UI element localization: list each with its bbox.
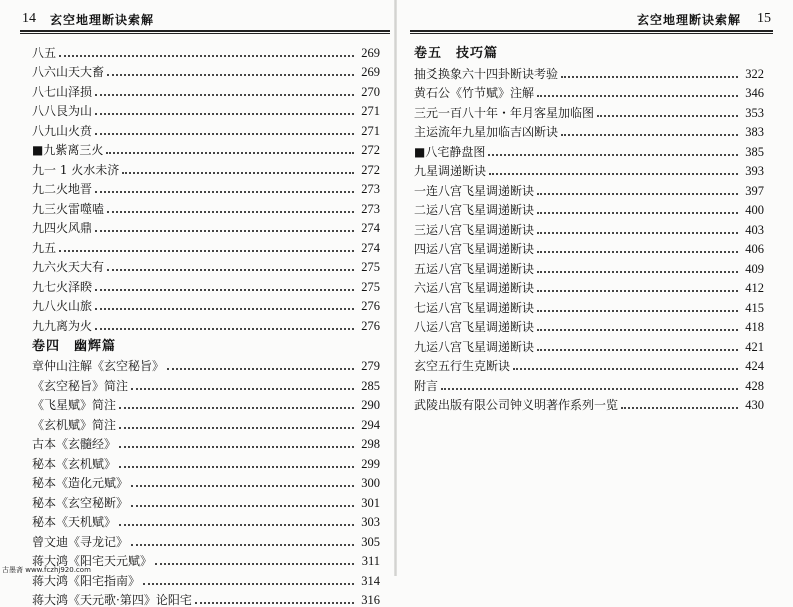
toc-entry-title: 五运八宫飞星调递断诀 [414, 262, 534, 276]
dot-leader [95, 328, 354, 330]
toc-entry-title: 八九山火贲 [32, 124, 92, 138]
toc-entry-page: 303 [358, 515, 380, 529]
toc-entry-title: 《玄机赋》简注 [32, 418, 116, 432]
dot-leader [537, 271, 738, 273]
toc-entry-page: 298 [358, 437, 380, 451]
toc-entry-page: 301 [358, 496, 380, 510]
toc-entry [414, 198, 764, 218]
toc-entry-title: 九二火地晋 [32, 182, 92, 196]
dot-leader [107, 74, 354, 76]
toc-entry [32, 79, 380, 99]
toc-entry [32, 294, 380, 314]
toc-entry [32, 60, 380, 80]
toc-entry [32, 118, 380, 138]
dot-leader [195, 602, 354, 604]
dot-leader [95, 113, 354, 115]
watermark-footer: 古墨斋 www.fczhj920.com [2, 565, 91, 575]
toc-entry-title: 六运八宫飞星调递断诀 [414, 281, 534, 295]
toc-entry-page: 397 [742, 184, 764, 198]
toc-entry-title: 九五 [32, 241, 56, 255]
running-title: 玄空地理断诀索解 [637, 11, 741, 28]
toc-entry-page: 276 [358, 319, 380, 333]
toc-entry-title: 秘本《玄机赋》 [32, 457, 116, 471]
dot-leader [488, 154, 738, 156]
toc-entry [32, 235, 380, 255]
header-rule [410, 30, 773, 34]
toc-entry-title: 九七火泽睽 [32, 280, 92, 294]
toc-entry-page: 316 [358, 593, 380, 607]
toc-entry [414, 315, 764, 335]
dot-leader [119, 524, 354, 526]
dot-leader [537, 310, 738, 312]
dot-leader [106, 152, 354, 154]
toc-entry-page: 428 [742, 379, 764, 393]
dot-leader [119, 466, 354, 468]
toc-entry [32, 529, 380, 549]
toc-entry [32, 216, 380, 236]
dot-leader [95, 94, 354, 96]
toc-entry-title: 二运八宫飞星调递断诀 [414, 203, 534, 217]
toc-entry [32, 274, 380, 294]
dot-leader [621, 407, 738, 409]
toc-entry-title: 古本《玄髓经》 [32, 437, 116, 451]
dot-leader [143, 583, 354, 585]
dot-leader [155, 563, 354, 565]
header-rule [20, 30, 390, 34]
right-page [396, 0, 793, 576]
toc-entry-title: 秘本《玄空秘断》 [32, 496, 128, 510]
dot-leader [537, 95, 738, 97]
section-label: 卷五 [414, 46, 442, 61]
toc-entry [32, 354, 380, 374]
section-label: 卷四 [32, 339, 60, 354]
toc-entry [32, 138, 380, 158]
toc-entry [414, 256, 764, 276]
toc-entry [32, 412, 380, 432]
toc-entry-title: 黄石公《竹节赋》注解 [414, 86, 534, 100]
dot-leader [537, 251, 738, 253]
toc-entry [414, 276, 764, 296]
toc-entry-page: 274 [358, 221, 380, 235]
toc-entry [32, 177, 380, 197]
toc-entry [414, 81, 764, 101]
dot-leader [131, 505, 354, 507]
toc-entry-page: 424 [742, 359, 764, 373]
toc-entry-page: 273 [358, 182, 380, 196]
toc-entry [32, 157, 380, 177]
page-number: 14 [22, 11, 36, 27]
toc-entry-title: 八五 [32, 46, 56, 60]
section-title [32, 340, 116, 354]
toc-entry-title: 八运八宫飞星调递断诀 [414, 320, 534, 334]
toc-entry [32, 313, 380, 333]
toc-entry-page: 393 [742, 164, 764, 178]
toc-entry-title: 七运八宫飞星调递断诀 [414, 301, 534, 315]
dot-leader [95, 133, 354, 135]
toc-entry [414, 237, 764, 257]
toc-entry-title: 一连八宫飞星调递断诀 [414, 184, 534, 198]
page-number: 15 [757, 11, 771, 27]
toc-entry-title: 《玄空秘旨》简注 [32, 379, 128, 393]
toc-entry-page: 412 [742, 281, 764, 295]
dot-leader [131, 388, 354, 390]
toc-entry-page: 400 [742, 203, 764, 217]
toc-entry-title: 八七山泽损 [32, 85, 92, 99]
toc-entry-page: 415 [742, 301, 764, 315]
toc-entry-title: ■八宅静盘图 [414, 145, 485, 159]
toc-entry [414, 159, 764, 179]
toc-entry-title: 《飞星赋》简注 [32, 398, 116, 412]
toc-entry-title: 蒋大鸿《阳宅指南》 [32, 574, 140, 588]
dot-leader [597, 115, 738, 117]
toc-entry [32, 255, 380, 275]
toc-entry-page: 294 [358, 418, 380, 432]
toc-entry-title: 九三火雷噬嗑 [32, 202, 104, 216]
toc-list [32, 40, 380, 607]
toc-entry-title: 九一 1 火水未济 [32, 163, 119, 177]
section-title [414, 47, 498, 61]
toc-entry-page: 300 [358, 476, 380, 490]
toc-entry-title: 主运流年九星加临吉凶断诀 [414, 125, 558, 139]
section-name: 幽辉篇 [74, 339, 116, 354]
toc-entry [414, 217, 764, 237]
toc-entry-page: 421 [742, 340, 764, 354]
toc-entry-title: 蒋大鸿《天元歌·第四》论阳宅 [32, 593, 192, 607]
dot-leader [131, 544, 354, 546]
toc-entry-page: 385 [742, 145, 764, 159]
dot-leader [95, 308, 354, 310]
toc-entry-title: 武陵出版有限公司钟义明著作系列一览 [414, 398, 618, 412]
dot-leader [537, 212, 738, 214]
toc-entry-title: 三运八宫飞星调递断诀 [414, 223, 534, 237]
toc-entry-title: 附言 [414, 379, 438, 393]
dot-leader [95, 230, 354, 232]
dot-leader [561, 76, 738, 78]
toc-entry [32, 196, 380, 216]
toc-entry [32, 471, 380, 491]
dot-leader [119, 407, 354, 409]
dot-leader [537, 349, 738, 351]
toc-entry-title: 三元一百八十年・年月客星加临图 [414, 106, 594, 120]
dot-leader [537, 329, 738, 331]
toc-entry-page: 403 [742, 223, 764, 237]
toc-entry [414, 178, 764, 198]
toc-entry [32, 588, 380, 607]
toc-entry [414, 334, 764, 354]
toc-entry [414, 373, 764, 393]
toc-entry-title: 九九离为火 [32, 319, 92, 333]
toc-entry-title: 八八艮为山 [32, 104, 92, 118]
toc-entry-title: 玄空五行生克断诀 [414, 359, 510, 373]
dot-leader [537, 193, 738, 195]
toc-entry-page: 322 [742, 67, 764, 81]
toc-entry-title: 曾文迪《寻龙记》 [32, 535, 128, 549]
toc-entry [32, 373, 380, 393]
toc-entry-title: 章仲山注解《玄空秘旨》 [32, 359, 164, 373]
dot-leader [131, 485, 354, 487]
toc-entry-page: 353 [742, 106, 764, 120]
dot-leader [107, 269, 354, 271]
section-heading [32, 333, 380, 354]
dot-leader [119, 446, 354, 448]
toc-entry-page: 272 [358, 163, 380, 177]
toc-entry-title: 八六山天大畜 [32, 65, 104, 79]
toc-entry-page: 275 [358, 260, 380, 274]
dot-leader [95, 191, 354, 193]
toc-list [414, 40, 764, 412]
toc-entry-page: 271 [358, 124, 380, 138]
left-page-header [22, 8, 382, 30]
toc-entry-title: 蒋大鸿《阳宅天元赋》 [32, 554, 152, 568]
toc-entry-title: 抽爻换象六十四卦断诀考验 [414, 67, 558, 81]
toc-entry [32, 451, 380, 471]
dot-leader [167, 368, 354, 370]
dot-leader [122, 172, 354, 174]
dot-leader [537, 290, 738, 292]
dot-leader [107, 211, 354, 213]
dot-leader [119, 427, 354, 429]
toc-entry-title: 九四火风鼎 [32, 221, 92, 235]
toc-entry-page: 279 [358, 359, 380, 373]
toc-entry-page: 314 [358, 574, 380, 588]
toc-entry-title: 秘本《造化元赋》 [32, 476, 128, 490]
toc-entry [32, 432, 380, 452]
toc-entry-page: 271 [358, 104, 380, 118]
dot-leader [513, 368, 738, 370]
toc-entry-page: 430 [742, 398, 764, 412]
toc-entry [414, 61, 764, 81]
running-title: 玄空地理断诀索解 [50, 11, 154, 28]
toc-entry [414, 295, 764, 315]
right-page-header [410, 8, 771, 30]
toc-entry [414, 120, 764, 140]
toc-entry-page: 276 [358, 299, 380, 313]
toc-entry [414, 139, 764, 159]
toc-entry-title: 九星调递断诀 [414, 164, 486, 178]
left-page [0, 0, 396, 576]
toc-entry-page: 269 [358, 65, 380, 79]
toc-entry-page: 383 [742, 125, 764, 139]
section-name: 技巧篇 [456, 46, 498, 61]
toc-entry-page: 346 [742, 86, 764, 100]
toc-entry-page: 272 [358, 143, 380, 157]
toc-entry-title: ■九紫离三火 [32, 143, 103, 157]
toc-entry [414, 393, 764, 413]
toc-entry [414, 100, 764, 120]
dot-leader [561, 134, 738, 136]
toc-entry [32, 40, 380, 60]
dot-leader [537, 232, 738, 234]
toc-entry-page: 299 [358, 457, 380, 471]
toc-entry-page: 418 [742, 320, 764, 334]
toc-entry-title: 秘本《天机赋》 [32, 515, 116, 529]
toc-entry-page: 406 [742, 242, 764, 256]
toc-entry-page: 270 [358, 85, 380, 99]
toc-entry-page: 290 [358, 398, 380, 412]
dot-leader [59, 250, 354, 252]
toc-entry [32, 510, 380, 530]
dot-leader [441, 388, 738, 390]
dot-leader [95, 289, 354, 291]
toc-entry-page: 409 [742, 262, 764, 276]
toc-entry-title: 四运八宫飞星调递断诀 [414, 242, 534, 256]
toc-entry-page: 275 [358, 280, 380, 294]
toc-entry-title: 九八火山旅 [32, 299, 92, 313]
toc-entry-page: 274 [358, 241, 380, 255]
toc-entry [414, 354, 764, 374]
toc-entry-page: 285 [358, 379, 380, 393]
toc-entry [32, 99, 380, 119]
section-heading [414, 40, 764, 61]
toc-entry-page: 305 [358, 535, 380, 549]
toc-entry [32, 490, 380, 510]
toc-entry-page: 311 [358, 554, 380, 568]
toc-entry-page: 269 [358, 46, 380, 60]
dot-leader [59, 55, 354, 57]
dot-leader [489, 173, 738, 175]
toc-entry-title: 九运八宫飞星调递断诀 [414, 340, 534, 354]
toc-entry-title: 九六火天大有 [32, 260, 104, 274]
toc-entry-page: 273 [358, 202, 380, 216]
toc-entry [32, 393, 380, 413]
